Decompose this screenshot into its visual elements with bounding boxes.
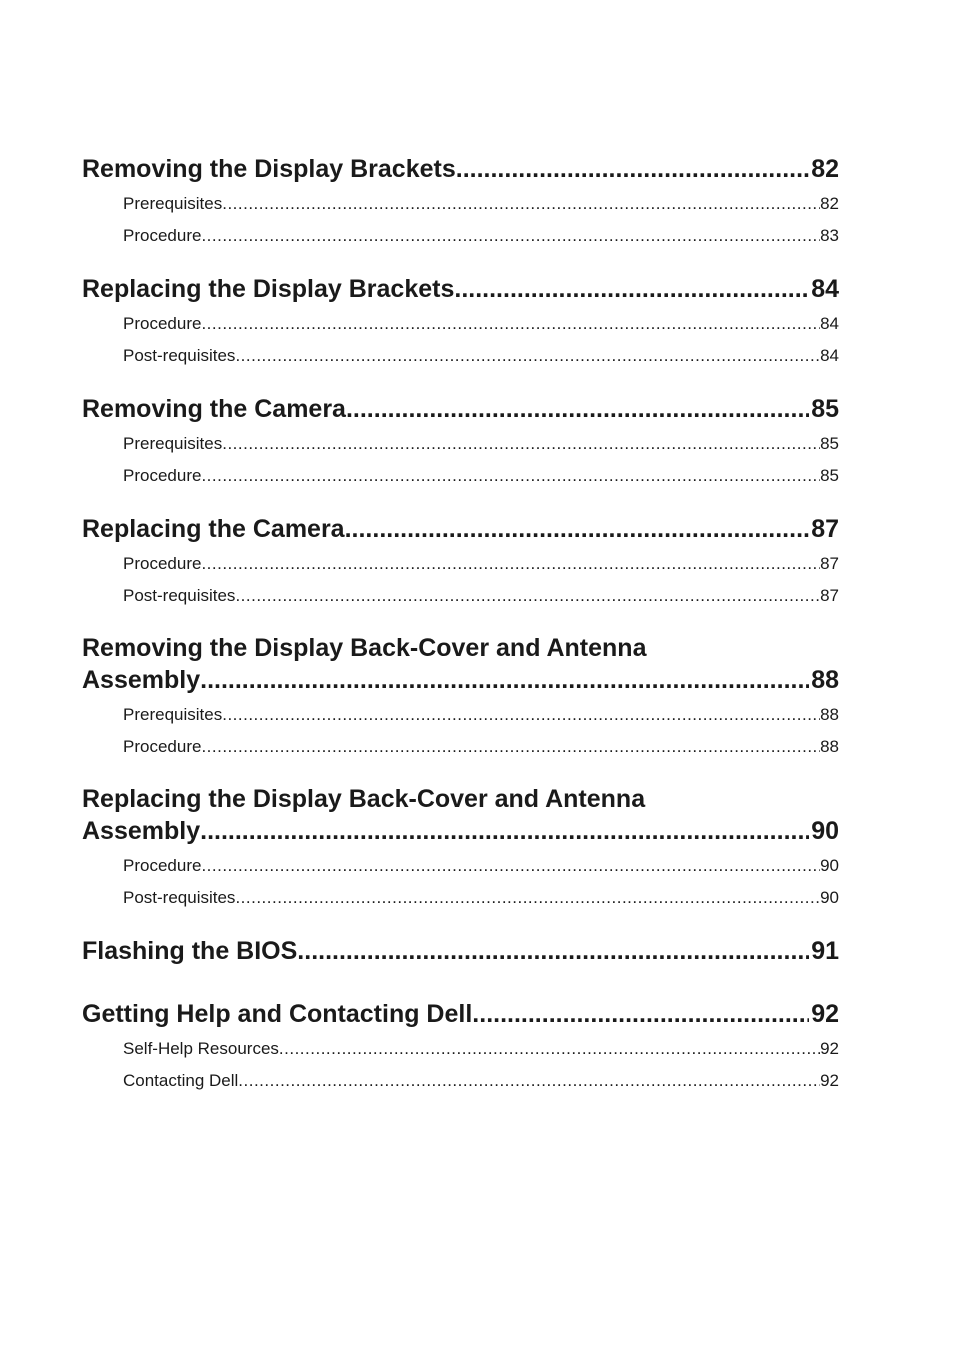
subsection-title: Post-requisites <box>123 888 236 907</box>
dot-leader <box>200 664 809 696</box>
subsection-page-number: 83 <box>820 226 839 245</box>
chapter-title: Getting Help and Contacting Dell <box>82 1000 473 1028</box>
toc-chapter-link[interactable] <box>82 393 839 425</box>
dot-leader <box>472 998 809 1030</box>
subsection-title: Contacting Dell <box>123 1071 239 1090</box>
toc-chapter-link[interactable] <box>82 784 839 847</box>
subsection-title: Procedure <box>123 466 202 485</box>
toc-section <box>82 998 839 1097</box>
chapter-title-line1: Removing the Display Back-Cover and Antenna <box>82 634 647 662</box>
subsection-title: Post-requisites <box>123 586 236 605</box>
toc-chapter-link[interactable] <box>82 273 839 305</box>
subsection-title: Post-requisites <box>123 346 236 365</box>
dot-leader <box>201 460 820 492</box>
dot-leader <box>346 393 809 425</box>
toc-subsection-link[interactable] <box>123 1065 839 1097</box>
dot-leader <box>201 220 820 252</box>
chapter-page-number: 92 <box>811 1000 839 1028</box>
subsection-page-number: 82 <box>820 194 839 213</box>
toc-subsection-link[interactable] <box>123 731 839 763</box>
chapter-page-number: 84 <box>811 275 839 303</box>
chapter-title-line2: Assembly <box>82 817 201 845</box>
toc-section <box>82 633 839 763</box>
toc-section <box>82 273 839 372</box>
dot-leader <box>456 153 809 185</box>
dot-leader <box>238 1065 820 1097</box>
dot-leader <box>201 308 820 340</box>
toc-subsection-link[interactable] <box>123 428 839 460</box>
table-of-contents <box>82 153 839 1118</box>
chapter-page-number: 85 <box>811 395 839 423</box>
toc-chapter-link[interactable] <box>82 633 839 696</box>
subsection-title: Procedure <box>123 737 202 756</box>
chapter-page-number: 90 <box>811 817 839 845</box>
toc-chapter-link[interactable] <box>82 513 839 545</box>
chapter-page-number: 88 <box>811 666 839 694</box>
chapter-title: Removing the Camera <box>82 395 346 423</box>
subsection-title: Procedure <box>123 314 202 333</box>
subsection-page-number: 85 <box>820 466 839 485</box>
subsection-title: Prerequisites <box>123 705 223 724</box>
subsection-page-number: 90 <box>820 856 839 875</box>
subsection-page-number: 84 <box>820 314 839 333</box>
dot-leader <box>297 935 809 967</box>
toc-chapter-link[interactable] <box>82 998 839 1030</box>
subsection-page-number: 92 <box>820 1039 839 1058</box>
subsection-title: Prerequisites <box>123 194 223 213</box>
chapter-title: Removing the Display Brackets <box>82 155 456 183</box>
chapter-page-number: 91 <box>811 937 839 965</box>
toc-subsection-link[interactable] <box>123 548 839 580</box>
chapter-title: Flashing the BIOS <box>82 937 298 965</box>
subsection-page-number: 92 <box>820 1071 839 1090</box>
toc-subsection-link[interactable] <box>123 850 839 882</box>
toc-subsection-link[interactable] <box>123 580 839 612</box>
dot-leader <box>201 548 820 580</box>
toc-section <box>82 393 839 492</box>
subsection-page-number: 88 <box>820 705 839 724</box>
chapter-page-number: 87 <box>811 515 839 543</box>
chapter-title-line1: Replacing the Display Back-Cover and Antenna <box>82 785 646 813</box>
dot-leader <box>222 699 820 731</box>
subsection-page-number: 90 <box>820 888 839 907</box>
dot-leader <box>279 1033 820 1065</box>
toc-subsection-link[interactable] <box>123 188 839 220</box>
toc-subsection-link[interactable] <box>123 699 839 731</box>
chapter-page-number: 82 <box>811 155 839 183</box>
toc-subsection-link[interactable] <box>123 340 839 372</box>
dot-leader <box>222 188 820 220</box>
subsection-title: Procedure <box>123 226 202 245</box>
subsection-title: Procedure <box>123 856 202 875</box>
dot-leader <box>345 513 810 545</box>
chapter-title-line2: Assembly <box>82 666 201 694</box>
toc-subsection-link[interactable] <box>123 460 839 492</box>
toc-subsection-link[interactable] <box>123 1033 839 1065</box>
toc-section <box>82 784 839 914</box>
subsection-page-number: 87 <box>820 554 839 573</box>
subsection-page-number: 84 <box>820 346 839 365</box>
dot-leader <box>201 850 820 882</box>
dot-leader <box>200 815 809 847</box>
dot-leader <box>235 580 820 612</box>
toc-chapter-link[interactable] <box>82 935 839 967</box>
subsection-title: Prerequisites <box>123 434 223 453</box>
dot-leader <box>235 882 820 914</box>
subsection-title: Self-Help Resources <box>123 1039 279 1058</box>
toc-section <box>82 935 839 967</box>
subsection-page-number: 88 <box>820 737 839 756</box>
toc-chapter-link[interactable] <box>82 153 839 185</box>
subsection-page-number: 85 <box>820 434 839 453</box>
toc-subsection-link[interactable] <box>123 882 839 914</box>
chapter-title: Replacing the Camera <box>82 515 345 543</box>
subsection-title: Procedure <box>123 554 202 573</box>
dot-leader <box>235 340 820 372</box>
toc-subsection-link[interactable] <box>123 308 839 340</box>
dot-leader <box>454 273 809 305</box>
toc-section <box>82 153 839 252</box>
toc-subsection-link[interactable] <box>123 220 839 252</box>
dot-leader <box>222 428 820 460</box>
chapter-title: Replacing the Display Brackets <box>82 275 455 303</box>
toc-section <box>82 513 839 612</box>
dot-leader <box>201 731 820 763</box>
subsection-page-number: 87 <box>820 586 839 605</box>
